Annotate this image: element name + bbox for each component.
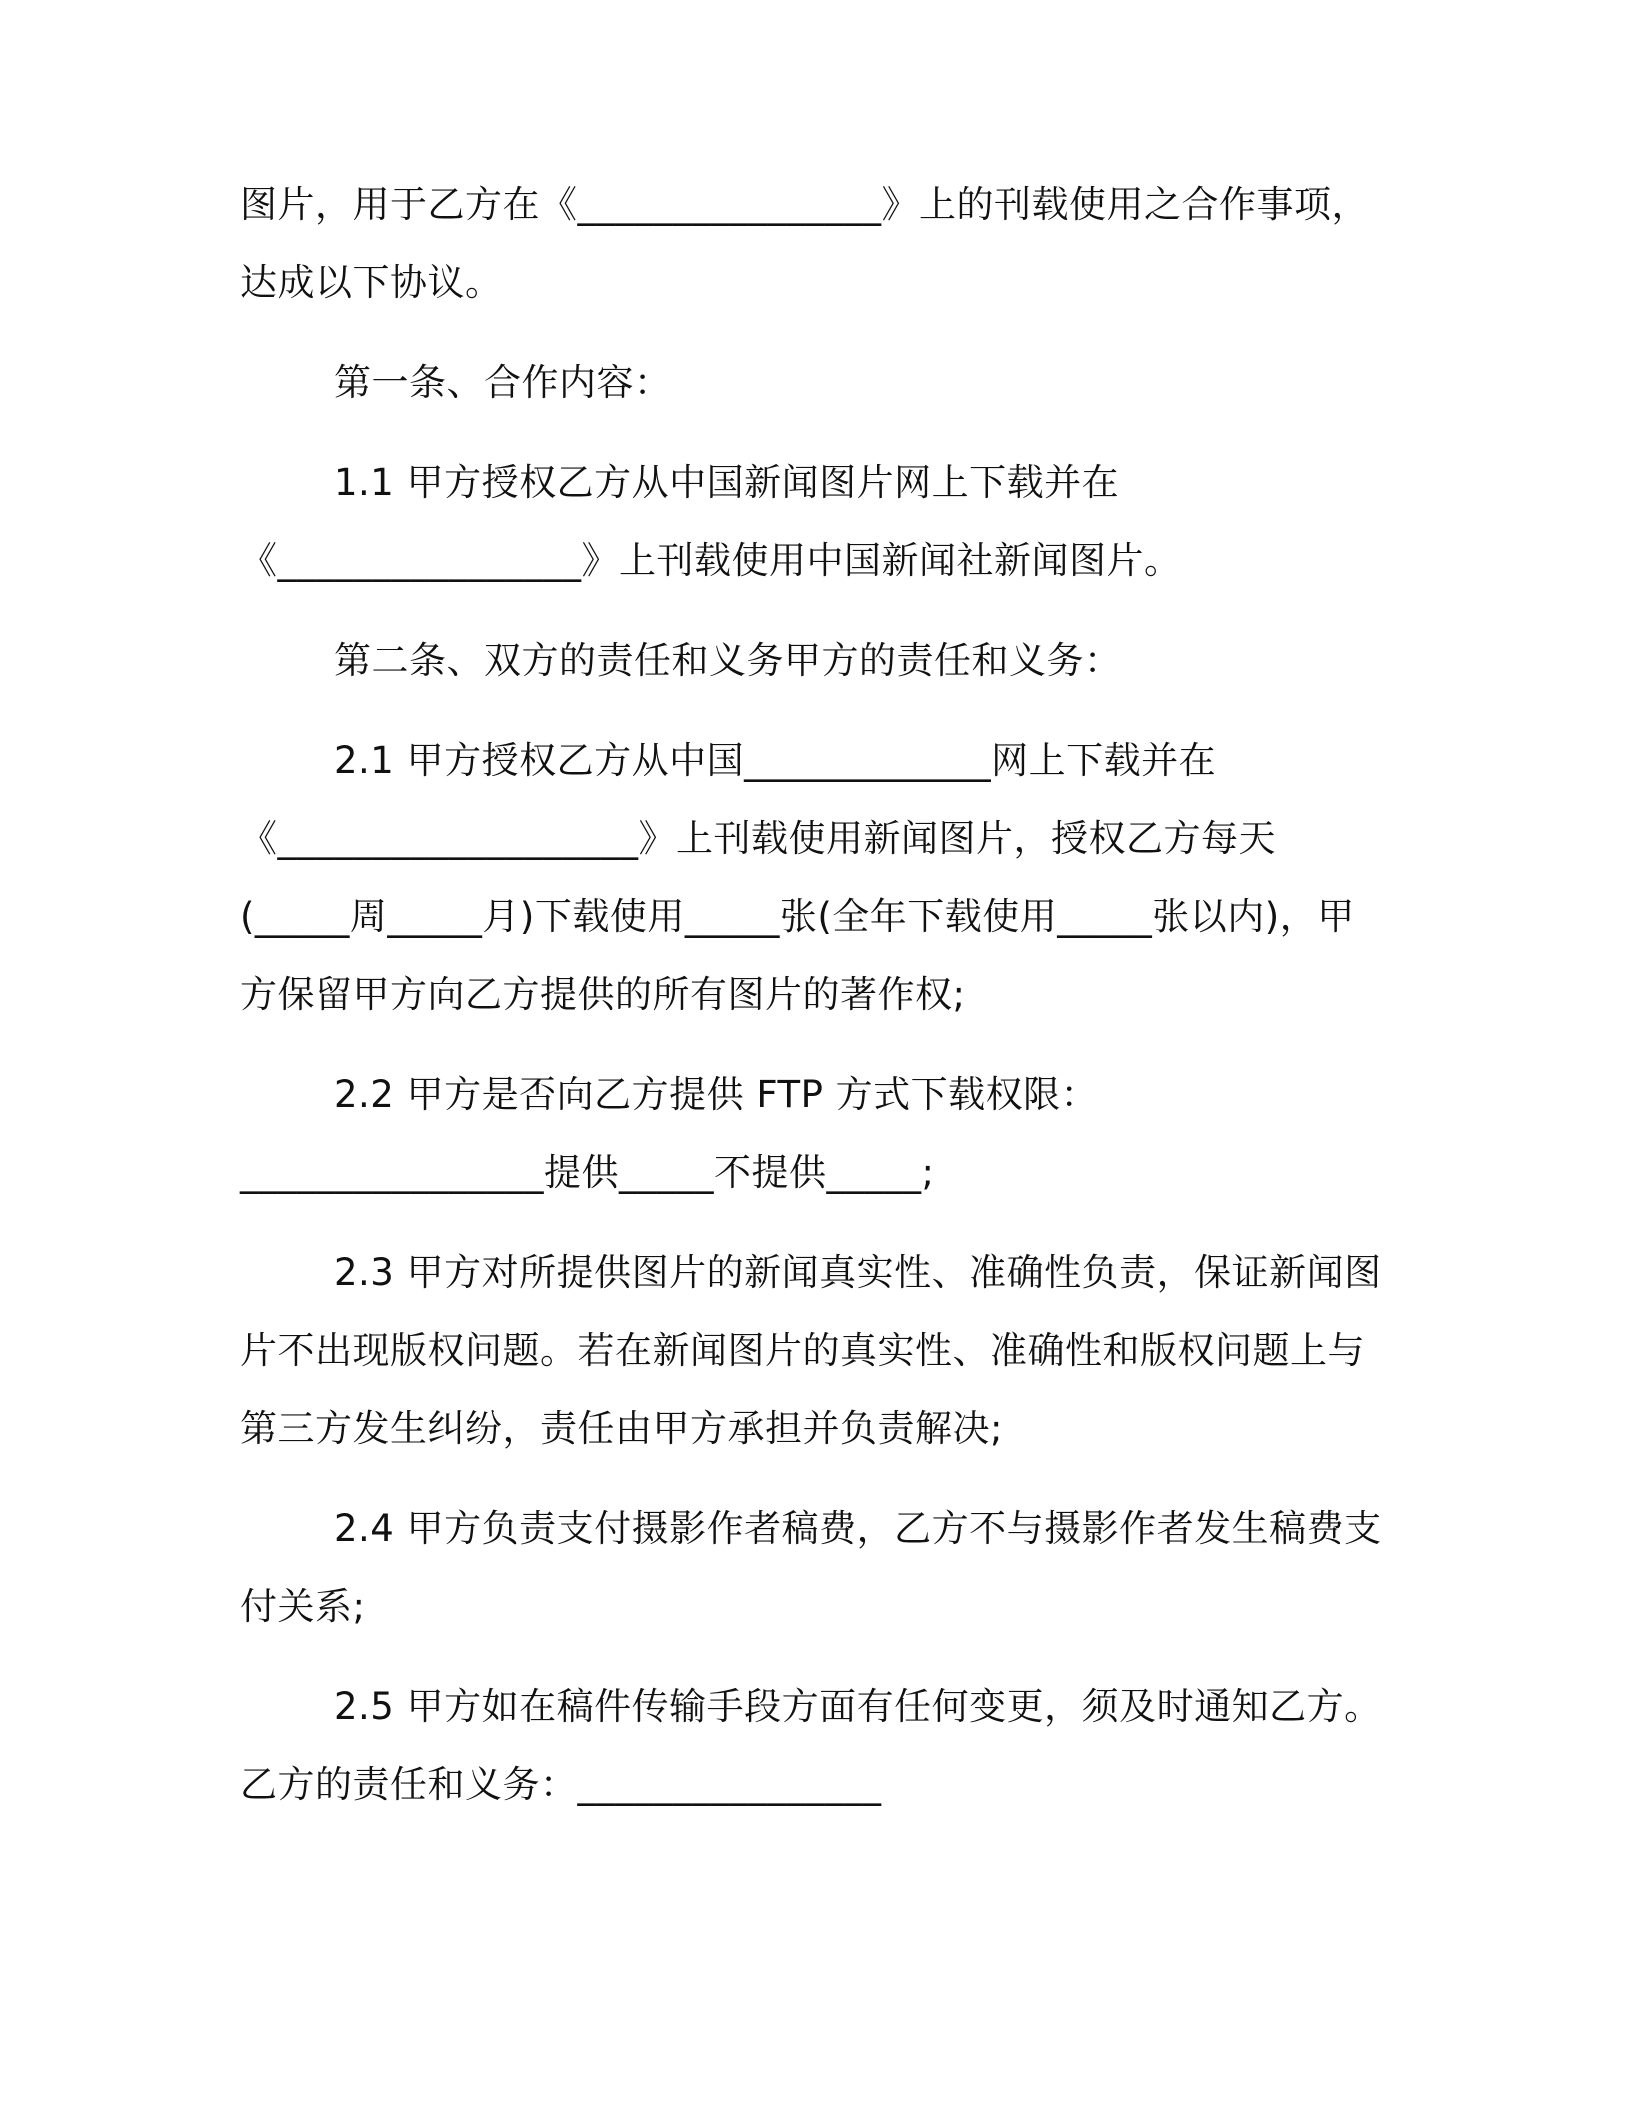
clause-2-2-line-2: ________________提供_____不提供_____; [240,1151,935,1194]
intro-paragraph [240,183,1400,304]
clause-2-2 [240,1073,1400,1194]
clause-2-1-line-4: 方保留甲方向乙方提供的所有图片的著作权; [240,973,966,1016]
clause-2-4-line-2: 付关系; [240,1585,366,1628]
clause-2-2-line-1: 2.2 甲方是否向乙方提供 FTP 方式下载权限： [334,1073,1099,1116]
article-2-heading [240,639,1400,682]
clause-2-1-line-3: (_____周_____月)下载使用_____张(全年下载使用_____张以内)，甲 [240,895,1355,938]
clause-2-1 [240,739,1400,1016]
intro-line-2: 达成以下协议。 [240,261,503,304]
clause-2-3-line-2: 片不出现版权问题。若在新闻图片的真实性、准确性和版权问题上与 [240,1329,1365,1372]
clause-1-1 [240,461,1400,582]
clause-2-5-line-1: 2.5 甲方如在稿件传输手段方面有任何变更，须及时通知乙方。 [334,1685,1382,1728]
document-body [240,183,1400,1806]
article-1-heading [240,361,1400,404]
clause-2-3-line-1: 2.3 甲方对所提供图片的新闻真实性、准确性负责，保证新闻图 [334,1251,1382,1294]
clause-2-1-line-2: 《___________________》上刊载使用新闻图片，授权乙方每天 [240,817,1276,860]
clause-2-3-line-3: 第三方发生纠纷，责任由甲方承担并负责解决; [240,1407,1003,1450]
clause-2-5 [240,1685,1400,1806]
article-1-heading-text: 第一条、合作内容： [334,361,672,404]
intro-line-1: 图片，用于乙方在《________________》上的刊载使用之合作事项， [240,183,1369,226]
clause-2-4 [240,1507,1400,1628]
clause-2-4-line-1: 2.4 甲方负责支付摄影作者稿费，乙方不与摄影作者发生稿费支 [334,1507,1382,1550]
clause-2-3 [240,1251,1400,1450]
clause-1-1-line-1: 1.1 甲方授权乙方从中国新闻图片网上下载并在 [334,461,1120,504]
clause-2-5-line-2: 乙方的责任和义务：________________ [240,1763,882,1806]
clause-2-1-line-1: 2.1 甲方授权乙方从中国_____________网上下载并在 [334,739,1217,782]
article-2-heading-text: 第二条、双方的责任和义务甲方的责任和义务： [334,639,1122,682]
clause-1-1-line-2: 《________________》上刊载使用中国新闻社新闻图片。 [240,539,1182,582]
